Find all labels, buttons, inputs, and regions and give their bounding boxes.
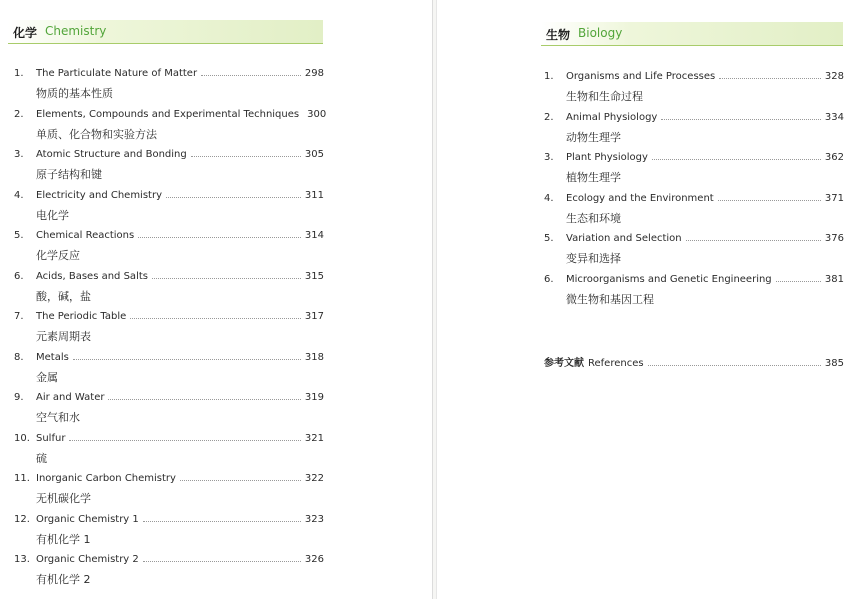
toc-entry-page-number: 317 — [304, 311, 324, 322]
chemistry-toc-list — [14, 66, 327, 593]
toc-entry-title: Animal Physiology — [566, 111, 658, 123]
toc-entry-page-number: 381 — [824, 273, 844, 285]
toc-entry-number: 1. — [14, 68, 24, 79]
toc-entry-page-number: 362 — [824, 152, 844, 163]
toc-entry[interactable] — [14, 147, 324, 188]
toc-entry-number: 6. — [14, 270, 24, 282]
toc-entry-line — [14, 552, 324, 567]
toc-entry-line — [544, 231, 844, 246]
toc-entry-line — [14, 147, 324, 162]
toc-entry[interactable] — [14, 552, 324, 593]
toc-entry-title-cn: 动物生理学 — [566, 130, 621, 144]
section-title-cn: 化学 — [13, 26, 38, 40]
toc-entry[interactable] — [14, 471, 324, 512]
dot-leader — [180, 471, 301, 481]
toc-entry-title: Metals — [36, 351, 69, 363]
toc-entry-page-number: 326 — [304, 554, 324, 565]
toc-entry-title: Sulfur — [36, 432, 66, 444]
biology-toc-list — [544, 69, 844, 312]
references-title-cn: 参考文献 — [544, 358, 584, 369]
toc-entry[interactable] — [14, 228, 324, 269]
toc-entry-line — [14, 107, 327, 122]
toc-entry-page-number: 318 — [304, 351, 324, 363]
toc-entry-line — [14, 390, 324, 405]
dot-leader — [143, 512, 301, 522]
toc-entry-line — [544, 272, 844, 287]
toc-entry-page-number: 314 — [304, 230, 324, 241]
toc-entry[interactable] — [544, 110, 844, 151]
toc-entry-page-number: 328 — [824, 71, 844, 82]
dot-leader — [776, 272, 821, 282]
toc-entry-line — [14, 309, 324, 324]
dot-leader — [652, 150, 821, 160]
toc-entry-line — [14, 431, 324, 446]
toc-entry-page-number: 323 — [304, 513, 324, 525]
toc-entry-number: 9. — [14, 392, 24, 403]
toc-entry[interactable] — [544, 272, 844, 313]
section-title-en: Biology — [578, 26, 623, 40]
toc-entry[interactable] — [14, 188, 324, 229]
toc-entry[interactable] — [544, 69, 844, 110]
toc-entry-line — [544, 110, 844, 125]
toc-entry-title: Organic Chemistry 2 — [36, 554, 139, 565]
toc-entry-title-cn: 酸，碱，盐 — [36, 289, 91, 303]
toc-entry-line — [14, 471, 324, 486]
toc-entry-title: The Particulate Nature of Matter — [36, 68, 198, 79]
dot-leader — [719, 69, 821, 79]
toc-entry-title-cn: 变异和选择 — [566, 252, 621, 265]
toc-entry-title-cn: 化学反应 — [36, 249, 80, 262]
toc-entry-line — [14, 350, 324, 365]
toc-entry-title: Organisms and Life Processes — [566, 71, 716, 82]
toc-entry-number: 2. — [14, 108, 24, 120]
toc-entry-title: Variation and Selection — [566, 233, 682, 244]
toc-entry-title-cn: 有机化学 2 — [36, 573, 91, 586]
toc-entry-line — [14, 66, 324, 81]
toc-entry-page-number: 300 — [307, 108, 327, 120]
toc-entry-page-number: 334 — [824, 111, 844, 123]
toc-entry-title-cn: 有机化学 1 — [36, 532, 91, 546]
toc-entry[interactable] — [544, 150, 844, 191]
dot-leader — [718, 191, 821, 201]
dot-leader — [69, 431, 300, 441]
toc-entry-number: 13. — [14, 554, 30, 565]
right-page — [436, 0, 865, 599]
toc-entry-title: Acids, Bases and Salts — [36, 270, 148, 282]
toc-entry-page-number: 298 — [304, 68, 324, 79]
toc-entry-title: Plant Physiology — [566, 152, 648, 163]
references-entry[interactable] — [544, 354, 844, 369]
toc-entry-number: 11. — [14, 473, 30, 484]
toc-entry-line — [544, 191, 844, 206]
toc-entry-title-cn: 生态和环境 — [566, 211, 621, 225]
dot-leader — [152, 269, 301, 279]
toc-entry-title-cn: 植物生理学 — [566, 171, 621, 184]
dot-leader — [686, 231, 821, 241]
toc-entry-title-cn: 空气和水 — [36, 411, 80, 424]
toc-entry-page-number: 371 — [824, 192, 844, 204]
toc-entry-number: 3. — [544, 152, 554, 163]
toc-entry-title: The Periodic Table — [36, 311, 127, 322]
toc-entry-title-cn: 原子结构和键 — [36, 168, 102, 181]
toc-entry-line — [14, 188, 324, 203]
toc-entry-page-number: 315 — [304, 270, 324, 282]
dot-leader — [108, 390, 300, 400]
dot-leader — [138, 228, 301, 238]
dot-leader — [648, 356, 821, 366]
toc-entry-title: Electricity and Chemistry — [36, 189, 162, 201]
toc-entry[interactable] — [14, 350, 324, 391]
toc-entry[interactable] — [14, 309, 324, 350]
toc-entry-line — [14, 269, 324, 284]
toc-entry-page-number: 376 — [824, 233, 844, 244]
toc-entry-number: 10. — [14, 432, 30, 444]
toc-entry-number: 1. — [544, 71, 554, 82]
toc-entry-line — [544, 150, 844, 165]
toc-entry[interactable] — [14, 390, 324, 431]
toc-entry-number: 5. — [14, 230, 24, 241]
toc-entry-title-cn: 金属 — [36, 370, 58, 384]
section-title-en: Chemistry — [45, 24, 107, 38]
toc-entry-title-cn: 元素周期表 — [36, 330, 91, 343]
toc-entry-title-cn: 单质、化合物和实验方法 — [36, 127, 157, 141]
dot-leader — [73, 350, 301, 360]
toc-entry-page-number: 319 — [304, 392, 324, 403]
toc-entry[interactable] — [14, 107, 327, 148]
toc-entry-line — [14, 228, 324, 243]
toc-entry-title: Ecology and the Environment — [566, 192, 714, 204]
toc-entry[interactable] — [544, 231, 844, 272]
dot-leader — [201, 66, 301, 76]
toc-entry-page-number: 322 — [304, 473, 324, 484]
toc-entry-title: Microorganisms and Genetic Engineering — [566, 273, 772, 285]
toc-entry-page-number: 311 — [304, 189, 324, 201]
toc-entry-line — [14, 512, 324, 527]
toc-entry-title-cn: 微生物和基因工程 — [566, 292, 654, 306]
section-title-cn: 生物 — [546, 28, 571, 42]
toc-entry-title-cn: 电化学 — [36, 208, 69, 222]
references-page-number: 385 — [824, 358, 844, 369]
references-title-en: References — [588, 358, 644, 369]
toc-entry-number: 5. — [544, 233, 554, 244]
toc-entry-title-cn: 生物和生命过程 — [566, 90, 643, 103]
toc-entry-title: Air and Water — [36, 392, 105, 403]
toc-entry-title: Organic Chemistry 1 — [36, 513, 139, 525]
dot-leader — [191, 147, 301, 157]
toc-entry-number: 4. — [544, 192, 554, 204]
toc-entry-line — [544, 69, 844, 84]
chemistry-section-header — [8, 20, 323, 44]
toc-entry-number: 2. — [544, 111, 554, 123]
toc-entry-page-number: 305 — [304, 149, 324, 160]
dot-leader — [661, 110, 821, 120]
biology-section-header — [541, 22, 843, 46]
toc-entry-number: 12. — [14, 513, 30, 525]
toc-entry[interactable] — [14, 431, 324, 472]
dot-leader — [143, 552, 301, 562]
toc-entry-title: Inorganic Carbon Chemistry — [36, 473, 176, 484]
dot-leader — [166, 188, 301, 198]
toc-entry-number: 4. — [14, 189, 24, 201]
dot-leader — [130, 309, 301, 319]
toc-entry-title: Chemical Reactions — [36, 230, 135, 241]
toc-entry-number: 6. — [544, 273, 554, 285]
toc-entry[interactable] — [14, 66, 324, 107]
toc-entry-title-cn: 物质的基本性质 — [36, 87, 113, 100]
toc-entry-title: Atomic Structure and Bonding — [36, 149, 187, 160]
toc-entry-page-number: 321 — [304, 432, 324, 444]
toc-entry-title: Elements, Compounds and Experimental Techniques — [36, 108, 300, 120]
toc-entry[interactable] — [14, 512, 324, 553]
toc-entry-number: 8. — [14, 351, 24, 363]
toc-entry-number: 7. — [14, 311, 24, 322]
toc-entry[interactable] — [544, 191, 844, 232]
toc-entry-title-cn: 无机碳化学 — [36, 492, 91, 505]
toc-entry-number: 3. — [14, 149, 24, 160]
toc-entry[interactable] — [14, 269, 324, 310]
toc-entry-title-cn: 硫 — [36, 451, 47, 465]
